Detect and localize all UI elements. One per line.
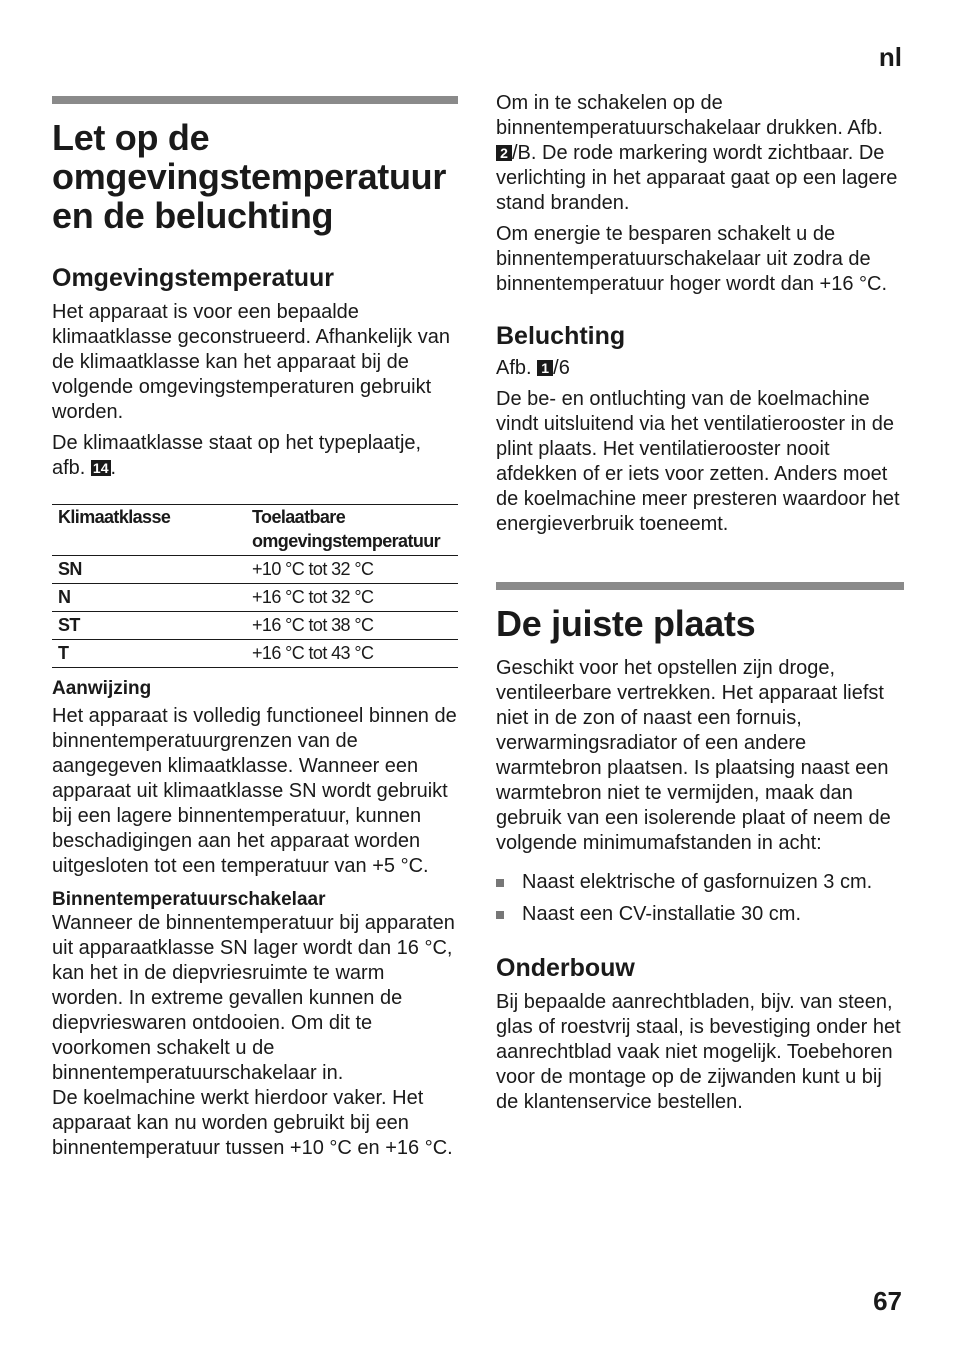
table-row <box>52 612 458 640</box>
paragraph <box>52 431 458 481</box>
language-label: nl <box>878 42 902 72</box>
list-item-text: Naast elektrische of gasfornuizen 3 cm. <box>522 871 873 893</box>
paragraph <box>496 91 904 216</box>
table-cell-range: +16 °C tot 43 °C <box>246 640 458 668</box>
table-cell-class: SN <box>52 556 246 584</box>
list-item <box>496 870 904 895</box>
table-cell-range: +16 °C tot 38 °C <box>246 612 458 640</box>
section-rule <box>496 582 904 590</box>
figure-ref-badge: 1 <box>537 360 553 376</box>
list-item <box>496 902 904 927</box>
table-header-klimaatklasse: Klimaatklasse <box>52 505 246 556</box>
table-cell-class: ST <box>52 612 246 640</box>
table-cell-class: T <box>52 640 246 668</box>
table-header-temperature: Toelaatbare omgevingstemperatuur <box>246 505 458 556</box>
left-column <box>52 0 458 1161</box>
switch-text-2: De koelmachine werkt hierdoor vaker. Het apparaat kan nu worden gebruikt bij een binnentemperatuur tussen +10 °C en +16 °C. <box>52 1087 453 1159</box>
page-number: 67 <box>873 1286 902 1316</box>
figure-ref-badge: 14 <box>92 460 109 476</box>
paragraph: De be- en ontluchting van de koelmachine vindt uitsluitend via het ventilatierooster in de plint plaats. Het ventilatierooster nooit afdekken of er iets voor zetten. Anders moet de koelmachine meer presteren waardoor het energieverbruik toeneemt. <box>496 388 900 535</box>
paragraph: Geschikt voor het opstellen zijn droge, ventileerbare vertrekken. Het apparaat liefst niet in de zon of naast een fornuis, verwarmingsradiator of een andere warmtebron plaatsen. Is plaatsing naast een warmtebron niet te vermijden, maak dan gebruik van een isolerende plaat of neem de volgende minimumafstanden in acht: <box>496 657 891 854</box>
subheading-onderbouw: Onderbouw <box>496 954 635 982</box>
right-column <box>496 0 904 1115</box>
table-row <box>52 556 458 584</box>
figure-reference <box>496 356 904 381</box>
switch-text: Wanneer de binnentemperatuur bij apparaten uit apparaatklasse SN lager wordt dan 16 °C, kan het in de diepvriesruimte te warm worden. In extreme gevallen kunnen de diepvrieswaren ontdooien. Om dit te voorkomen schakelt u de binnentemperatuurschakelaar in. <box>52 912 455 1084</box>
table-header-row <box>52 505 458 556</box>
subheading-beluchting: Beluchting <box>496 322 626 350</box>
subheading-omgevingstemperatuur: Omgevingstemperatuur <box>52 264 335 292</box>
note-heading: Aanwijzing <box>52 678 152 699</box>
section-title: De juiste plaats <box>496 603 756 644</box>
section-rule <box>52 96 458 104</box>
paragraph: Om energie te besparen schakelt u de binnentemperatuurschakelaar uit zodra de binnentemperatuur hoger wordt dan +16 °C. <box>496 223 888 295</box>
note-text: Het apparaat is volledig functioneel binnen de binnentemperatuurgrenzen van de aangegeven klimaatklasse. Wanneer een apparaat uit klimaatklasse SN wordt gebruikt bij een lagere binnentemperatuur, kunnen beschadigingen aan het apparaat worden uitgesloten tot een temperatuur van +5 °C. <box>52 705 457 877</box>
paragraph-text: Afb. <box>496 357 532 379</box>
figure-ref-badge: 2 <box>496 145 512 161</box>
table-cell-class: N <box>52 584 246 612</box>
bullet-square-icon <box>496 879 504 887</box>
table-row <box>52 640 458 668</box>
paragraph: Het apparaat is voor een bepaalde klimaatklasse geconstrueerd. Afhankelijk van de klimaatklasse kan het apparaat bij de volgende omgevingstemperaturen gebruikt worden. <box>52 301 450 423</box>
table-cell-range: +10 °C tot 32 °C <box>246 556 458 584</box>
paragraph-text: /6 <box>553 357 570 379</box>
switch-heading: Binnentemperatuurschakelaar <box>52 889 326 910</box>
table-row <box>52 584 458 612</box>
bullet-list <box>496 870 904 927</box>
table-cell-range: +16 °C tot 32 °C <box>246 584 458 612</box>
paragraph: Bij bepaalde aanrechtbladen, bijv. van steen, glas of roestvrij staal, is bevestiging onder het aanrechtblad vaak niet mogelijk. Toebehoren voor de montage op de zijwanden kunt u bij de klantenservice bestellen. <box>496 991 901 1113</box>
paragraph-text: Om in te schakelen op de binnentemperatuurschakelaar drukken. Afb. <box>496 92 883 139</box>
climate-table <box>52 504 458 668</box>
paragraph-text: De klimaatklasse staat op het typeplaatje, afb. <box>52 432 422 479</box>
list-item-text: Naast een CV-installatie 30 cm. <box>522 903 802 925</box>
section-title: Let op de omgevingstemperatuur en de beluchting <box>52 117 447 236</box>
paragraph-text: /B. De rode markering wordt zichtbaar. De verlichting in het apparaat gaat op een lagere stand branden. <box>496 142 898 214</box>
bullet-square-icon <box>496 911 504 919</box>
paragraph-end: . <box>110 457 117 479</box>
